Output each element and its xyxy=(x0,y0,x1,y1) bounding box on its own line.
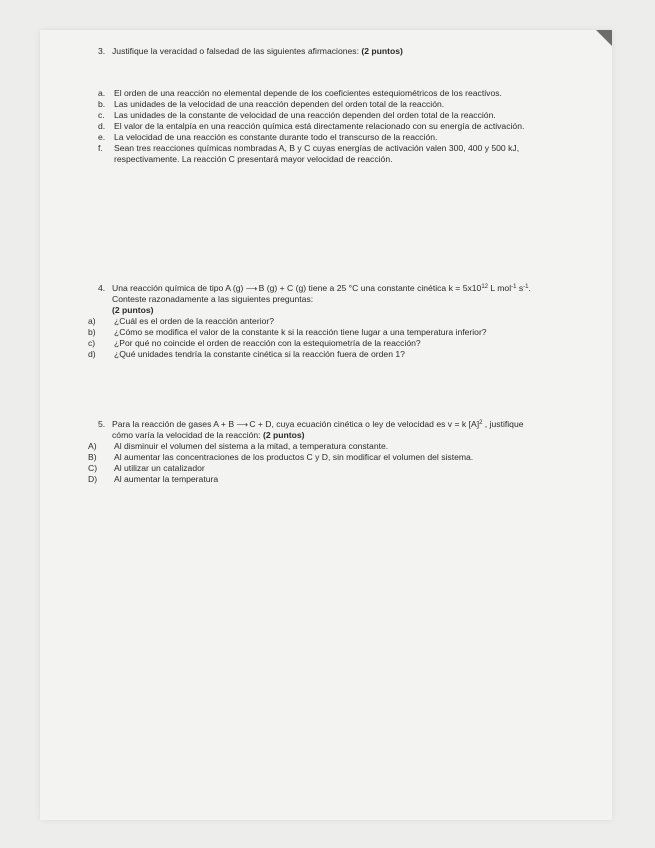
item-marker: b. xyxy=(98,99,106,109)
item-marker: B) xyxy=(88,452,97,462)
question-text-part: , justifique cómo varía la velocidad de la reacción: xyxy=(112,419,524,440)
item-text: El orden de una reacción no elemental depende de los coeficientes estequiométricos de los reactivos. xyxy=(114,88,502,98)
list-item xyxy=(88,338,543,349)
item-marker: D) xyxy=(88,474,98,484)
item-marker: b) xyxy=(88,327,96,337)
item-marker: c) xyxy=(88,338,96,348)
list-item xyxy=(88,441,543,452)
list-item xyxy=(88,349,543,360)
list-item xyxy=(88,463,543,474)
question-4-items xyxy=(88,316,543,360)
exponent: -1 xyxy=(511,284,517,290)
question-5 xyxy=(88,419,543,485)
question-text-part: C + D, cuya ecuación cinética o ley de velocidad es v = k [A] xyxy=(249,419,480,429)
question-5-header xyxy=(98,419,543,441)
item-text: Las unidades de la velocidad de una reacción dependen del orden total de la reacción. xyxy=(114,99,445,109)
item-text: Al utilizar un catalizador xyxy=(114,463,205,473)
question-number: 5. xyxy=(98,419,106,429)
item-marker: d. xyxy=(98,121,106,131)
list-item xyxy=(98,88,543,99)
item-text: La velocidad de una reacción es constante durante todo el transcurso de la reacción. xyxy=(114,132,438,142)
question-5-items xyxy=(88,441,543,485)
question-text: Justifique la veracidad o falsedad de las siguientes afirmaciones: xyxy=(112,46,359,56)
question-points: (2 puntos) xyxy=(112,305,154,315)
item-marker: a. xyxy=(98,88,106,98)
exponent: 12 xyxy=(481,284,489,290)
list-item xyxy=(98,143,543,165)
question-points: (2 puntos) xyxy=(262,430,305,440)
list-item xyxy=(98,99,543,110)
item-marker: a) xyxy=(88,316,96,326)
question-text-part: L mol xyxy=(488,283,512,293)
question-number: 3. xyxy=(98,46,106,56)
question-text-part: Una reacción química de tipo A (g) xyxy=(112,283,244,293)
item-text: Al aumentar las concentraciones de los productos C y D, sin modificar el volumen del sistema. xyxy=(114,452,474,462)
list-item xyxy=(88,452,543,463)
item-text: ¿Cuál es el orden de la reacción anterior? xyxy=(114,316,275,326)
list-item xyxy=(88,327,543,338)
item-text: ¿Qué unidades tendría la constante cinética si la reacción fuera de orden 1? xyxy=(114,349,405,359)
list-item xyxy=(98,110,543,121)
question-points: (2 puntos) xyxy=(361,46,403,56)
question-text-part: . Conteste razonadamente a las siguientes preguntas: xyxy=(112,283,531,304)
item-text: Al disminuir el volumen del sistema a la mitad, a temperatura constante. xyxy=(114,441,389,451)
list-item xyxy=(88,316,543,327)
list-item xyxy=(88,474,543,485)
question-4 xyxy=(88,283,543,360)
page-corner-fold xyxy=(596,30,612,46)
item-text: ¿Cómo se modifica el valor de la constante k si la reacción tiene lugar a una temperatura inferior? xyxy=(114,327,487,337)
item-marker: A) xyxy=(88,441,97,451)
item-marker: c. xyxy=(98,110,105,120)
exponent: 2 xyxy=(479,420,483,426)
item-text: Al aumentar la temperatura xyxy=(114,474,219,484)
reaction-arrow: ⟶ xyxy=(236,420,247,429)
question-3-items xyxy=(98,88,543,165)
question-text-part: s xyxy=(516,283,524,293)
item-marker: e. xyxy=(98,132,106,142)
item-text: ¿Por qué no coincide el orden de reacción con la estequiometría de la reacción? xyxy=(114,338,421,348)
list-item xyxy=(98,132,543,143)
item-text: El valor de la entalpía en una reacción química está directamente relacionado con su energía de activación. xyxy=(114,121,525,131)
item-marker: d) xyxy=(88,349,96,359)
question-text-part: B (g) + C (g) tiene a 25 °C una constante cinética k = 5x10 xyxy=(258,283,482,293)
exponent: -1 xyxy=(523,284,529,290)
question-3 xyxy=(98,46,543,165)
item-text: Sean tres reacciones químicas nombradas A, B y C cuyas energías de activación valen 300, 400 y 500 kJ, respectivamente. La reacción C presentará mayor velocidad de reacción. xyxy=(114,143,520,164)
item-marker: C) xyxy=(88,463,98,473)
reaction-arrow: ⟶ xyxy=(245,284,257,293)
question-3-header xyxy=(98,46,543,57)
question-number: 4. xyxy=(98,283,106,293)
question-text-part: Para la reacción de gases A + B xyxy=(112,419,235,429)
item-marker: f. xyxy=(98,143,103,153)
question-4-header xyxy=(98,283,543,316)
item-text: Las unidades de la constante de velocidad de una reacción dependen del orden total de la reacción. xyxy=(114,110,496,120)
list-item xyxy=(98,121,543,132)
